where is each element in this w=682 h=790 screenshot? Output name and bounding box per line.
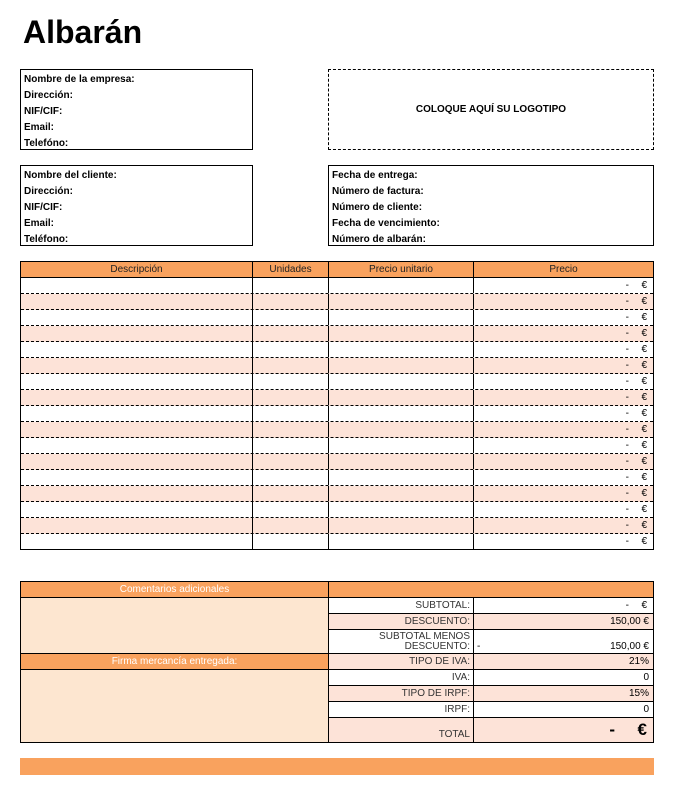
price-value: - bbox=[625, 328, 629, 339]
unit-price-cell[interactable] bbox=[329, 342, 474, 357]
description-cell[interactable] bbox=[21, 518, 253, 533]
unit-price-cell[interactable] bbox=[329, 518, 474, 533]
price-currency: € bbox=[641, 296, 647, 307]
delivery-note-number-label: Número de albarán: bbox=[332, 234, 426, 245]
price-cell bbox=[474, 390, 653, 405]
unit-price-cell[interactable] bbox=[329, 406, 474, 421]
table-row[interactable] bbox=[21, 374, 653, 390]
comments-header: Comentarios adicionales bbox=[21, 582, 328, 598]
client-number-label: Número de cliente: bbox=[332, 202, 423, 213]
price-currency: € bbox=[641, 312, 647, 323]
subtotal-less-discount-label bbox=[329, 630, 474, 653]
description-cell[interactable] bbox=[21, 438, 253, 453]
items-table-header bbox=[21, 262, 653, 278]
unit-price-cell[interactable] bbox=[329, 358, 474, 373]
table-row[interactable] bbox=[21, 390, 653, 406]
price-value: - bbox=[625, 472, 629, 483]
price-value: - bbox=[625, 312, 629, 323]
price-value: - bbox=[625, 392, 629, 403]
price-value: - bbox=[625, 504, 629, 515]
unit-price-cell[interactable] bbox=[329, 326, 474, 341]
price-cell bbox=[474, 454, 653, 469]
unit-price-cell[interactable] bbox=[329, 422, 474, 437]
irpf-type-value: 15% bbox=[628, 688, 649, 699]
units-cell[interactable] bbox=[253, 454, 329, 469]
price-currency: € bbox=[641, 472, 647, 483]
table-row[interactable] bbox=[21, 310, 653, 326]
unit-price-cell[interactable] bbox=[329, 534, 474, 550]
units-cell[interactable] bbox=[253, 358, 329, 373]
units-cell[interactable] bbox=[253, 390, 329, 405]
vat-type-value: 21% bbox=[628, 656, 649, 667]
irpf-type-label: TIPO DE IRPF: bbox=[329, 686, 474, 701]
unit-price-cell[interactable] bbox=[329, 454, 474, 469]
price-cell bbox=[474, 374, 653, 389]
unit-price-cell[interactable] bbox=[329, 294, 474, 309]
units-cell[interactable] bbox=[253, 310, 329, 325]
subtotal-less-discount-value: 150,00 € bbox=[610, 641, 649, 652]
unit-price-cell[interactable] bbox=[329, 470, 474, 485]
table-row[interactable] bbox=[21, 438, 653, 454]
total-label: TOTAL bbox=[329, 718, 474, 742]
price-value: - bbox=[625, 280, 629, 291]
price-currency: € bbox=[641, 488, 647, 499]
company-email-label: Email: bbox=[24, 122, 55, 133]
invoice-info-box bbox=[328, 165, 654, 246]
price-cell bbox=[474, 518, 653, 533]
table-row[interactable] bbox=[21, 518, 653, 534]
vat-row bbox=[329, 670, 653, 686]
header-units: Unidades bbox=[253, 262, 329, 277]
subtotal-less-label-line1: SUBTOTAL MENOS bbox=[379, 631, 470, 642]
client-name-label: Nombre del cliente: bbox=[24, 170, 117, 181]
subtotal-row bbox=[329, 598, 653, 614]
description-cell[interactable] bbox=[21, 422, 253, 437]
price-cell bbox=[474, 438, 653, 453]
totals-header bbox=[329, 582, 653, 598]
due-date-label: Fecha de vencimiento: bbox=[332, 218, 440, 229]
vat-type-row bbox=[329, 654, 653, 670]
description-cell[interactable] bbox=[21, 310, 253, 325]
vat-value: 0 bbox=[643, 672, 649, 683]
table-row[interactable] bbox=[21, 454, 653, 470]
irpf-row bbox=[329, 702, 653, 718]
unit-price-cell[interactable] bbox=[329, 486, 474, 501]
price-value: - bbox=[625, 408, 629, 419]
price-value: - bbox=[625, 424, 629, 435]
units-cell[interactable] bbox=[253, 518, 329, 533]
description-cell[interactable] bbox=[21, 278, 253, 293]
irpf-label: IRPF: bbox=[329, 702, 474, 717]
table-row[interactable] bbox=[21, 502, 653, 518]
price-value: - bbox=[625, 360, 629, 371]
price-currency: € bbox=[641, 536, 647, 547]
units-cell[interactable] bbox=[253, 534, 329, 550]
units-cell[interactable] bbox=[253, 470, 329, 485]
description-cell[interactable] bbox=[21, 502, 253, 517]
description-cell[interactable] bbox=[21, 294, 253, 309]
totals-column bbox=[329, 582, 653, 742]
price-cell bbox=[474, 294, 653, 309]
total-value: - bbox=[609, 720, 615, 739]
discount-label: DESCUENTO: bbox=[329, 614, 474, 629]
unit-price-cell[interactable] bbox=[329, 438, 474, 453]
footer-bar bbox=[20, 758, 654, 775]
subtotal-label: SUBTOTAL: bbox=[329, 598, 474, 613]
table-row[interactable] bbox=[21, 342, 653, 358]
units-cell[interactable] bbox=[253, 438, 329, 453]
description-cell[interactable] bbox=[21, 342, 253, 357]
header-description: Descripción bbox=[21, 262, 253, 277]
header-unit-price: Precio unitario bbox=[329, 262, 474, 277]
table-row[interactable] bbox=[21, 406, 653, 422]
logo-placeholder-text: COLOQUE AQUÍ SU LOGOTIPO bbox=[415, 104, 567, 115]
table-row[interactable] bbox=[21, 422, 653, 438]
table-row[interactable] bbox=[21, 534, 653, 550]
client-address-label: Dirección: bbox=[24, 186, 73, 197]
price-currency: € bbox=[641, 408, 647, 419]
units-cell[interactable] bbox=[253, 294, 329, 309]
subtotal-less-sign: - bbox=[477, 641, 481, 652]
table-row[interactable] bbox=[21, 486, 653, 502]
signature-area[interactable] bbox=[21, 670, 328, 742]
company-address-label: Dirección: bbox=[24, 90, 73, 101]
price-cell bbox=[474, 406, 653, 421]
price-value: - bbox=[625, 296, 629, 307]
description-cell[interactable] bbox=[21, 326, 253, 341]
signature-header: Firma mercancía entregada: bbox=[21, 654, 328, 670]
company-info-box bbox=[20, 69, 253, 150]
description-cell[interactable] bbox=[21, 406, 253, 421]
company-phone-label: Telefóno: bbox=[24, 138, 69, 149]
description-cell[interactable] bbox=[21, 454, 253, 469]
table-row[interactable] bbox=[21, 278, 653, 294]
price-cell bbox=[474, 358, 653, 373]
total-row bbox=[329, 718, 653, 742]
summary-section bbox=[20, 581, 654, 743]
price-cell bbox=[474, 326, 653, 341]
subtotal-less-label-line2: DESCUENTO: bbox=[404, 641, 470, 652]
logo-placeholder[interactable] bbox=[328, 69, 654, 150]
header-price: Precio bbox=[549, 264, 578, 275]
unit-price-cell[interactable] bbox=[329, 310, 474, 325]
company-name-label: Nombre de la empresa: bbox=[24, 74, 135, 85]
unit-price-cell[interactable] bbox=[329, 390, 474, 405]
units-cell[interactable] bbox=[253, 326, 329, 341]
total-currency: € bbox=[637, 720, 647, 739]
subtotal-currency: € bbox=[641, 600, 647, 611]
items-table bbox=[20, 261, 654, 550]
price-cell bbox=[474, 422, 653, 437]
price-currency: € bbox=[641, 376, 647, 387]
units-cell[interactable] bbox=[253, 486, 329, 501]
price-currency: € bbox=[641, 344, 647, 355]
price-value: - bbox=[625, 488, 629, 499]
units-cell[interactable] bbox=[253, 374, 329, 389]
price-cell bbox=[474, 470, 653, 485]
description-cell[interactable] bbox=[21, 390, 253, 405]
price-value: - bbox=[625, 344, 629, 355]
unit-price-cell[interactable] bbox=[329, 502, 474, 517]
description-cell[interactable] bbox=[21, 534, 253, 550]
page-title: Albarán bbox=[23, 14, 143, 50]
price-currency: € bbox=[641, 504, 647, 515]
invoice-number-label: Número de factura: bbox=[332, 186, 424, 197]
price-currency: € bbox=[641, 328, 647, 339]
price-cell bbox=[474, 278, 653, 293]
price-cell bbox=[474, 502, 653, 517]
description-cell[interactable] bbox=[21, 358, 253, 373]
units-cell[interactable] bbox=[253, 406, 329, 421]
subtotal-value: - bbox=[625, 600, 629, 611]
discount-value: 150,00 € bbox=[610, 616, 649, 627]
comments-column bbox=[21, 582, 329, 742]
price-currency: € bbox=[641, 520, 647, 531]
price-cell bbox=[474, 342, 653, 357]
price-cell bbox=[474, 486, 653, 501]
discount-row bbox=[329, 614, 653, 630]
price-value: - bbox=[625, 440, 629, 451]
table-row[interactable] bbox=[21, 326, 653, 342]
price-currency: € bbox=[641, 280, 647, 291]
irpf-value: 0 bbox=[643, 704, 649, 715]
delivery-date-label: Fecha de entrega: bbox=[332, 170, 418, 181]
client-nif-label: NIF/CIF: bbox=[24, 202, 63, 213]
price-value: - bbox=[625, 376, 629, 387]
description-cell[interactable] bbox=[21, 374, 253, 389]
unit-price-cell[interactable] bbox=[329, 374, 474, 389]
price-currency: € bbox=[641, 440, 647, 451]
vat-type-label: TIPO DE IVA: bbox=[329, 654, 474, 669]
subtotal-less-discount-value-cell bbox=[474, 630, 653, 653]
description-cell[interactable] bbox=[21, 470, 253, 485]
price-value: - bbox=[625, 536, 629, 547]
price-value: - bbox=[625, 520, 629, 531]
units-cell[interactable] bbox=[253, 278, 329, 293]
price-cell bbox=[474, 534, 653, 550]
price-currency: € bbox=[641, 392, 647, 403]
company-nif-label: NIF/CIF: bbox=[24, 106, 63, 117]
client-info-box bbox=[20, 165, 253, 246]
price-value: - bbox=[625, 456, 629, 467]
price-cell bbox=[474, 310, 653, 325]
subtotal-less-discount-row bbox=[329, 630, 653, 654]
total-value-cell bbox=[474, 718, 653, 742]
table-row[interactable] bbox=[21, 358, 653, 374]
client-phone-label: Teléfono: bbox=[24, 234, 69, 245]
subtotal-value-cell bbox=[474, 598, 653, 613]
price-currency: € bbox=[641, 456, 647, 467]
client-email-label: Email: bbox=[24, 218, 55, 229]
comments-area[interactable] bbox=[21, 598, 328, 654]
units-cell[interactable] bbox=[253, 502, 329, 517]
units-cell[interactable] bbox=[253, 422, 329, 437]
price-currency: € bbox=[641, 360, 647, 371]
units-cell[interactable] bbox=[253, 342, 329, 357]
description-cell[interactable] bbox=[21, 486, 253, 501]
irpf-type-row bbox=[329, 686, 653, 702]
table-row[interactable] bbox=[21, 470, 653, 486]
table-row[interactable] bbox=[21, 294, 653, 310]
unit-price-cell[interactable] bbox=[329, 278, 474, 293]
price-currency: € bbox=[641, 424, 647, 435]
vat-label: IVA: bbox=[329, 670, 474, 685]
